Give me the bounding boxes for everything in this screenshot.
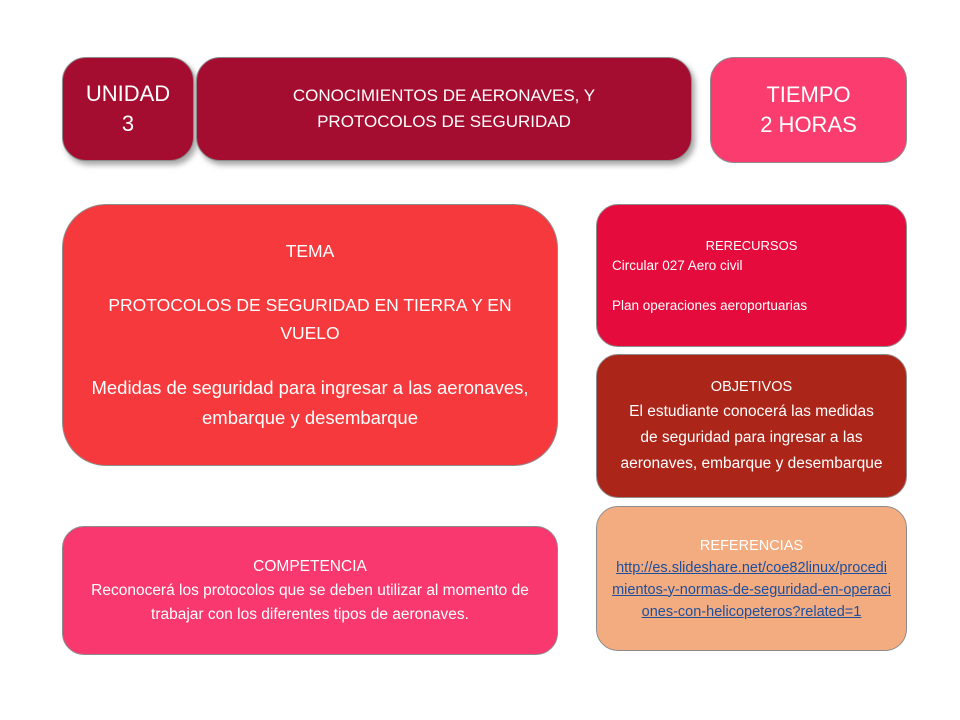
recursos-heading: RERECURSOS	[705, 237, 798, 253]
tiempo-value: 2 HORAS	[760, 112, 857, 137]
unit-title-line-1: CONOCIMIENTOS DE AERONAVES, Y	[292, 86, 596, 105]
unidad-label: UNIDAD	[85, 81, 171, 106]
tiempo-label: TIEMPO	[766, 82, 851, 107]
tema-box	[62, 204, 558, 466]
tema-subtitle: PROTOCOLOS DE SEGURIDAD EN TIERRA Y EN VUELO	[108, 295, 512, 343]
referencias-heading: REFERENCIAS	[699, 537, 804, 554]
tema-description: Medidas de seguridad para ingresar a las aeronaves, embarque y desembarque	[91, 377, 529, 428]
objetivos-heading: OBJETIVOS	[710, 379, 793, 395]
recursos-box	[596, 204, 907, 347]
recursos-item-circular: Circular 027 Aero civil	[612, 257, 743, 273]
referencias-link[interactable]: http://es.slideshare.net/coe82linux/procedimientos-y-normas-de-seguridad-en-operaciones-con-helicopeteros?related=1	[612, 559, 891, 620]
competencia-heading: COMPETENCIA	[253, 557, 367, 575]
unidad-number: 3	[121, 111, 135, 136]
unidad-box	[62, 57, 194, 161]
unit-title-box	[196, 57, 692, 161]
objetivos-text: El estudiante conocerá las medidas de seguridad para ingresar a las aeronaves, embarque y desembarque	[620, 403, 883, 472]
competencia-text: Reconocerá los protocolos que se deben utilizar al momento de trabajar con los diferentes tipos de aeronaves.	[91, 581, 529, 623]
recursos-item-plan: Plan operaciones aeroportuarias	[612, 297, 808, 313]
competencia-box	[62, 526, 558, 655]
tema-heading: TEMA	[285, 241, 335, 261]
objetivos-box	[596, 354, 907, 498]
tiempo-box	[710, 57, 907, 163]
referencias-box	[596, 506, 907, 651]
unit-title-line-2: PROTOCOLOS DE SEGURIDAD	[317, 112, 571, 131]
